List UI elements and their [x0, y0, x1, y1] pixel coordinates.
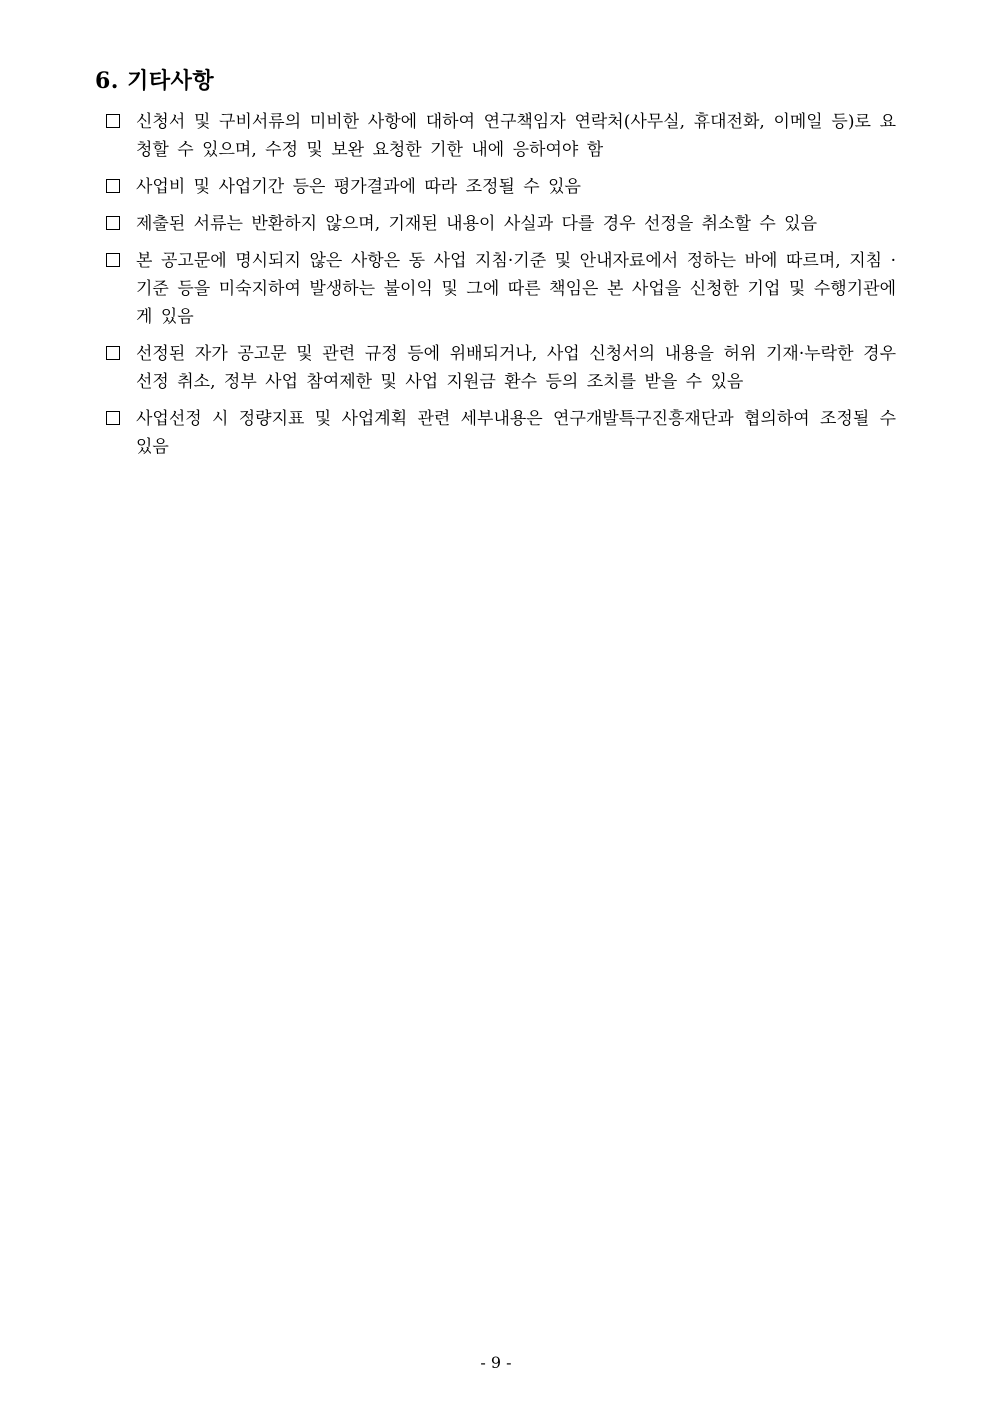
checkbox-icon	[106, 216, 120, 230]
list-item-text: 제출된 서류는 반환하지 않으며, 기재된 내용이 사실과 다를 경우 선정을 취소할 수 있음	[136, 214, 818, 234]
list-item-text: 신청서 및 구비서류의 미비한 사항에 대하여 연구책임자 연락처(사무실, 휴대전화, 이메일 등)로 요청할 수 있으며, 수정 및 보완 요청한 기한 내에 응하여야 함	[136, 112, 896, 160]
list-item	[106, 173, 896, 201]
list-item	[106, 108, 896, 164]
list-item	[106, 340, 896, 396]
list-item-text: 사업비 및 사업기간 등은 평가결과에 따라 조정될 수 있음	[136, 177, 581, 197]
checkbox-icon	[106, 411, 120, 425]
list-item	[106, 405, 896, 461]
checkbox-icon	[106, 114, 120, 128]
list-item	[106, 247, 896, 331]
page-number: - 9 -	[480, 1353, 512, 1372]
list-item-text: 선정된 자가 공고문 및 관련 규정 등에 위배되거나, 사업 신청서의 내용을 허위 기재·누락한 경우 선정 취소, 정부 사업 참여제한 및 사업 지원금 환수 등의 조치를 받을 수 있음	[136, 344, 896, 392]
section-heading: 6. 기타사항	[95, 68, 215, 94]
checkbox-icon	[106, 346, 120, 360]
list-item-text: 사업선정 시 정량지표 및 사업계획 관련 세부내용은 연구개발특구진흥재단과 협의하여 조정될 수 있음	[136, 409, 896, 457]
list-item	[106, 210, 896, 238]
notice-list	[106, 108, 896, 470]
checkbox-icon	[106, 253, 120, 267]
checkbox-icon	[106, 179, 120, 193]
list-item-text: 본 공고문에 명시되지 않은 사항은 동 사업 지침·기준 및 안내자료에서 정하는 바에 따르며, 지침 · 기준 등을 미숙지하여 발생하는 불이익 및 그에 따른 책임은 본 사업을 신청한 기업 및 수행기관에게 있음	[136, 251, 896, 327]
